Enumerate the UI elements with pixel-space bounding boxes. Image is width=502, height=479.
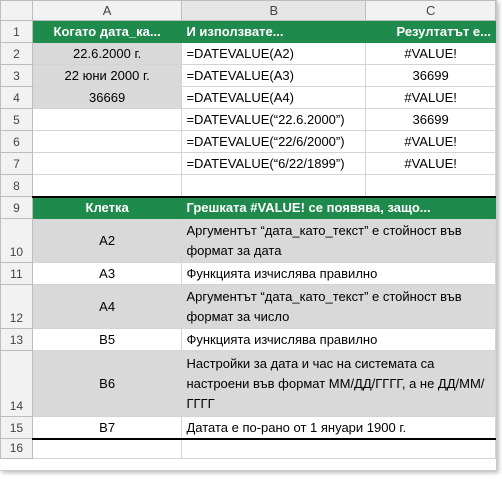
row-15 [1,417,496,439]
cell-c8[interactable] [366,175,496,197]
row-header[interactable]: 7 [1,153,33,175]
cell-b5[interactable]: =DATEVALUE(“22.6.2000”) [182,109,366,131]
header-cell-c1[interactable]: Резултатът е... [366,21,496,43]
row-14 [1,351,496,417]
row-header[interactable]: 13 [1,329,33,351]
row-header[interactable]: 16 [1,439,33,459]
cell-b4[interactable]: =DATEVALUE(A4) [182,87,366,109]
cell-b10[interactable]: Аргументът “дата_като_текст” е стойност във формат за дата [182,219,496,263]
cell-a12[interactable]: A4 [32,285,182,329]
row-header[interactable]: 11 [1,263,33,285]
row-header[interactable]: 5 [1,109,33,131]
row-header[interactable]: 1 [1,21,33,43]
cell-a15[interactable]: B7 [32,417,182,439]
column-header-a[interactable]: A [32,1,182,21]
cell-a8[interactable] [32,175,182,197]
cell-a10[interactable]: A2 [32,219,182,263]
cell-b7[interactable]: =DATEVALUE(“6/22/1899”) [182,153,366,175]
row-4 [1,87,496,109]
cell-a6[interactable] [32,131,182,153]
cell-a7[interactable] [32,153,182,175]
header-cell-a1[interactable]: Когато дата_ка... [32,21,182,43]
cell-b2[interactable]: =DATEVALUE(A2) [182,43,366,65]
row-12 [1,285,496,329]
cell-a4[interactable]: 36669 [32,87,182,109]
row-header[interactable]: 2 [1,43,33,65]
row-header[interactable]: 14 [1,351,33,417]
cell-c3[interactable]: 36699 [366,65,496,87]
header-cell-b1[interactable]: И използвате... [182,21,366,43]
cell-a3[interactable]: 22 юни 2000 г. [32,65,182,87]
column-header-row [1,1,496,21]
cell-c2[interactable]: #VALUE! [366,43,496,65]
cell-b15[interactable]: Датата е по-рано от 1 януари 1900 г. [182,417,496,439]
row-header[interactable]: 4 [1,87,33,109]
cell-b12[interactable]: Аргументът “дата_като_текст” е стойност във формат за число [182,285,496,329]
column-header-b[interactable]: B [182,1,366,21]
row-1 [1,21,496,43]
row-9 [1,197,496,219]
header-cell-a9[interactable]: Клетка [32,197,182,219]
row-header[interactable]: 15 [1,417,33,439]
cell-b11[interactable]: Функцията изчислява правилно [182,263,496,285]
row-6 [1,131,496,153]
row-header[interactable]: 12 [1,285,33,329]
cell-b14[interactable]: Настройки за дата и час на системата са настроени във формат ММ/ДД/ГГГГ, а не ДД/ММ/ГГГГ [182,351,496,417]
row-header[interactable]: 10 [1,219,33,263]
row-7 [1,153,496,175]
cell-a13[interactable]: B5 [32,329,182,351]
cell-b6[interactable]: =DATEVALUE(“22/6/2000”) [182,131,366,153]
cell-b16[interactable] [182,439,496,459]
row-3 [1,65,496,87]
cell-c7[interactable]: #VALUE! [366,153,496,175]
cell-c6[interactable]: #VALUE! [366,131,496,153]
row-header[interactable]: 8 [1,175,33,197]
cell-a11[interactable]: A3 [32,263,182,285]
cell-b8[interactable] [182,175,366,197]
row-10 [1,219,496,263]
cell-b3[interactable]: =DATEVALUE(A3) [182,65,366,87]
cell-c5[interactable]: 36699 [366,109,496,131]
cell-a16[interactable] [32,439,182,459]
row-header[interactable]: 6 [1,131,33,153]
cell-a5[interactable] [32,109,182,131]
cell-c4[interactable]: #VALUE! [366,87,496,109]
row-2 [1,43,496,65]
row-11 [1,263,496,285]
row-5 [1,109,496,131]
cell-b13[interactable]: Функцията изчислява правилно [182,329,496,351]
select-all-corner[interactable] [1,1,33,21]
row-16 [1,439,496,459]
row-header[interactable]: 9 [1,197,33,219]
row-8 [1,175,496,197]
header-cell-b9[interactable]: Грешката #VALUE! се появява, защо... [182,197,496,219]
row-header[interactable]: 3 [1,65,33,87]
row-13 [1,329,496,351]
column-header-c[interactable]: C [366,1,496,21]
cell-a2[interactable]: 22.6.2000 г. [32,43,182,65]
cell-a14[interactable]: B6 [32,351,182,417]
